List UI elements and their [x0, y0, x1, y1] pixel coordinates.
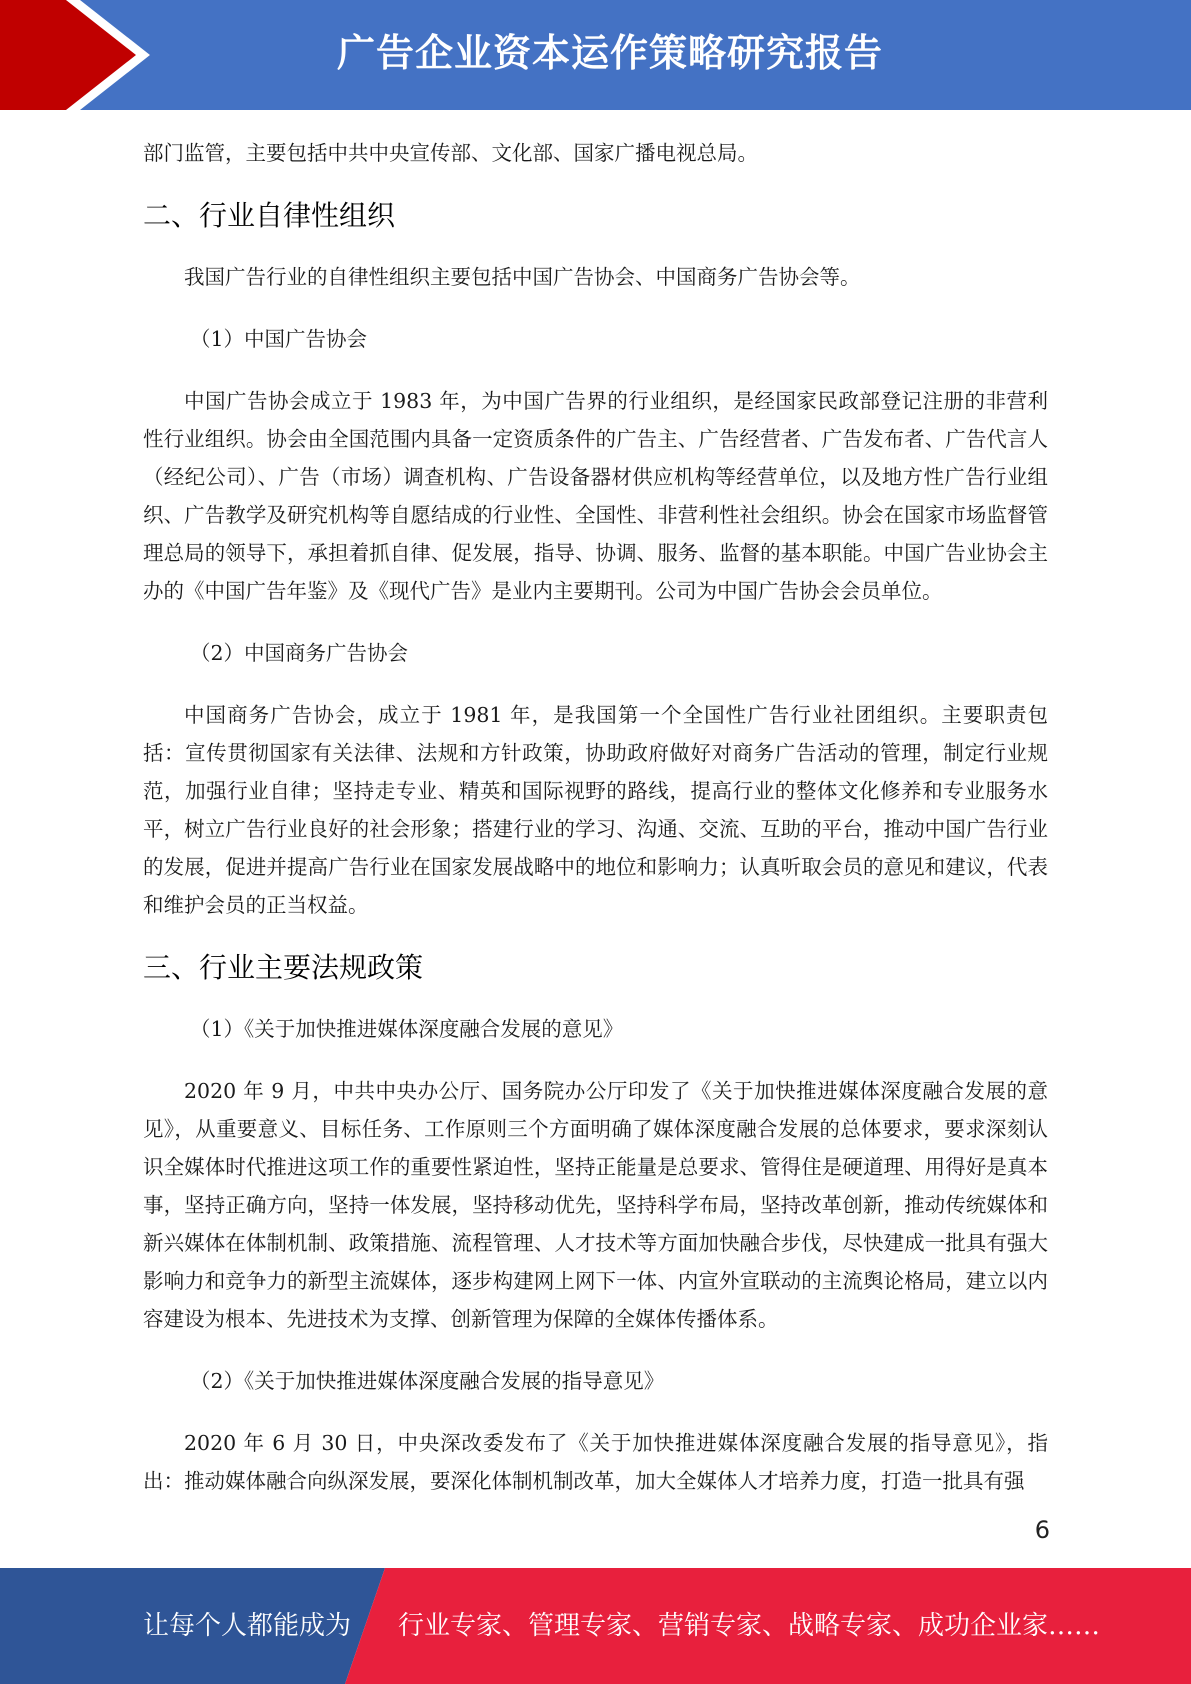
footer-slogan-right: 行业专家、管理专家、营销专家、战略专家、成功企业家……: [398, 1611, 1101, 1641]
footer-slogan-left: 让每个人都能成为: [143, 1611, 352, 1641]
paragraph-media-integration-opinion: 2020 年 9 月，中共中央办公厅、国务院办公厅印发了《关于加快推进媒体深度融合发展的意见》，从重要意义、目标任务、工作原则三个方面明确了媒体深度融合发展的总体要求，要求深刻认识全媒体时代推进这项工作的重要性紧迫性，坚持正能量是总要求、管得住是硬道理、用得好是真本事，坚持正确方向，坚持一体发展，坚持移动优先，坚持科学布局，坚持改革创新，推动传统媒体和新兴媒体在体制机制、政策措施、流程管理、人才技术等方面加快融合步伐，尽快建成一批具有强大影响力和竞争力的新型主流媒体，逐步构建网上网下一体、内宣外宣联动的主流舆论格局，建立以内容建设为根本、先进技术为支撑、创新管理为保障的全媒体传播体系。: [143, 1079, 1048, 1331]
intro-paragraph: 部门监管，主要包括中共中央宣传部、文化部、国家广播电视总局。: [143, 141, 758, 165]
red-chevron-decoration: [0, 0, 160, 110]
section-heading-self-regulatory: 二、行业自律性组织: [143, 199, 396, 232]
subsection-title-commerce-advertising-association: （2）中国商务广告协会: [190, 641, 409, 665]
subsection-title-china-advertising-association: （1）中国广告协会: [190, 327, 368, 351]
paragraph-commerce-advertising-association: 中国商务广告协会，成立于 1981 年，是我国第一个全国性广告行业社团组织。主要职责包括：宣传贯彻国家有关法律、法规和方针政策，协助政府做好对商务广告活动的管理，制定行业规范，加强行业自律；坚持走专业、精英和国际视野的路线，提高行业的整体文化修养和专业服务水平，树立广告行业良好的社会形象；搭建行业的学习、沟通、交流、互助的平台，推动中国广告行业的发展，促进并提高广告行业在国家发展战略中的地位和影响力；认真听取会员的意见和建议，代表和维护会员的正当权益。: [143, 703, 1048, 917]
document-body: [143, 134, 1048, 1500]
page-footer: [0, 1568, 1191, 1684]
subsection-title-media-integration-guidance: （2）《关于加快推进媒体深度融合发展的指导意见》: [190, 1369, 665, 1393]
paragraph-china-advertising-association: 中国广告协会成立于 1983 年，为中国广告界的行业组织，是经国家民政部登记注册的非营利性行业组织。协会由全国范围内具备一定资质条件的广告主、广告经营者、广告发布者、广告代言人（经纪公司）、广告（市场）调查机构、广告设备器材供应机构等经营单位，以及地方性广告行业组织、广告教学及研究机构等自愿结成的行业性、全国性、非营利性社会组织。协会在国家市场监督管理总局的领导下，承担着抓自律、促发展，指导、协调、服务、监督的基本职能。中国广告业协会主办的《中国广告年鉴》及《现代广告》是业内主要期刊。公司为中国广告协会会员单位。: [143, 389, 1048, 603]
section2-summary: 我国广告行业的自律性组织主要包括中国广告协会、中国商务广告协会等。: [184, 265, 861, 289]
page-header: [0, 0, 1191, 110]
section-heading-regulations: 三、行业主要法规政策: [143, 951, 424, 984]
paragraph-media-integration-guidance: 2020 年 6 月 30 日，中央深改委发布了《关于加快推进媒体深度融合发展的指导意见》，指出：推动媒体融合向纵深发展，要深化体制机制改革，加大全媒体人才培养力度，打造一批具有强: [143, 1431, 1048, 1493]
subsection-title-media-integration-opinion: （1）《关于加快推进媒体深度融合发展的意见》: [190, 1017, 624, 1041]
page-number: 6: [1034, 1516, 1050, 1544]
report-title: 广告企业资本运作策略研究报告: [336, 31, 883, 75]
